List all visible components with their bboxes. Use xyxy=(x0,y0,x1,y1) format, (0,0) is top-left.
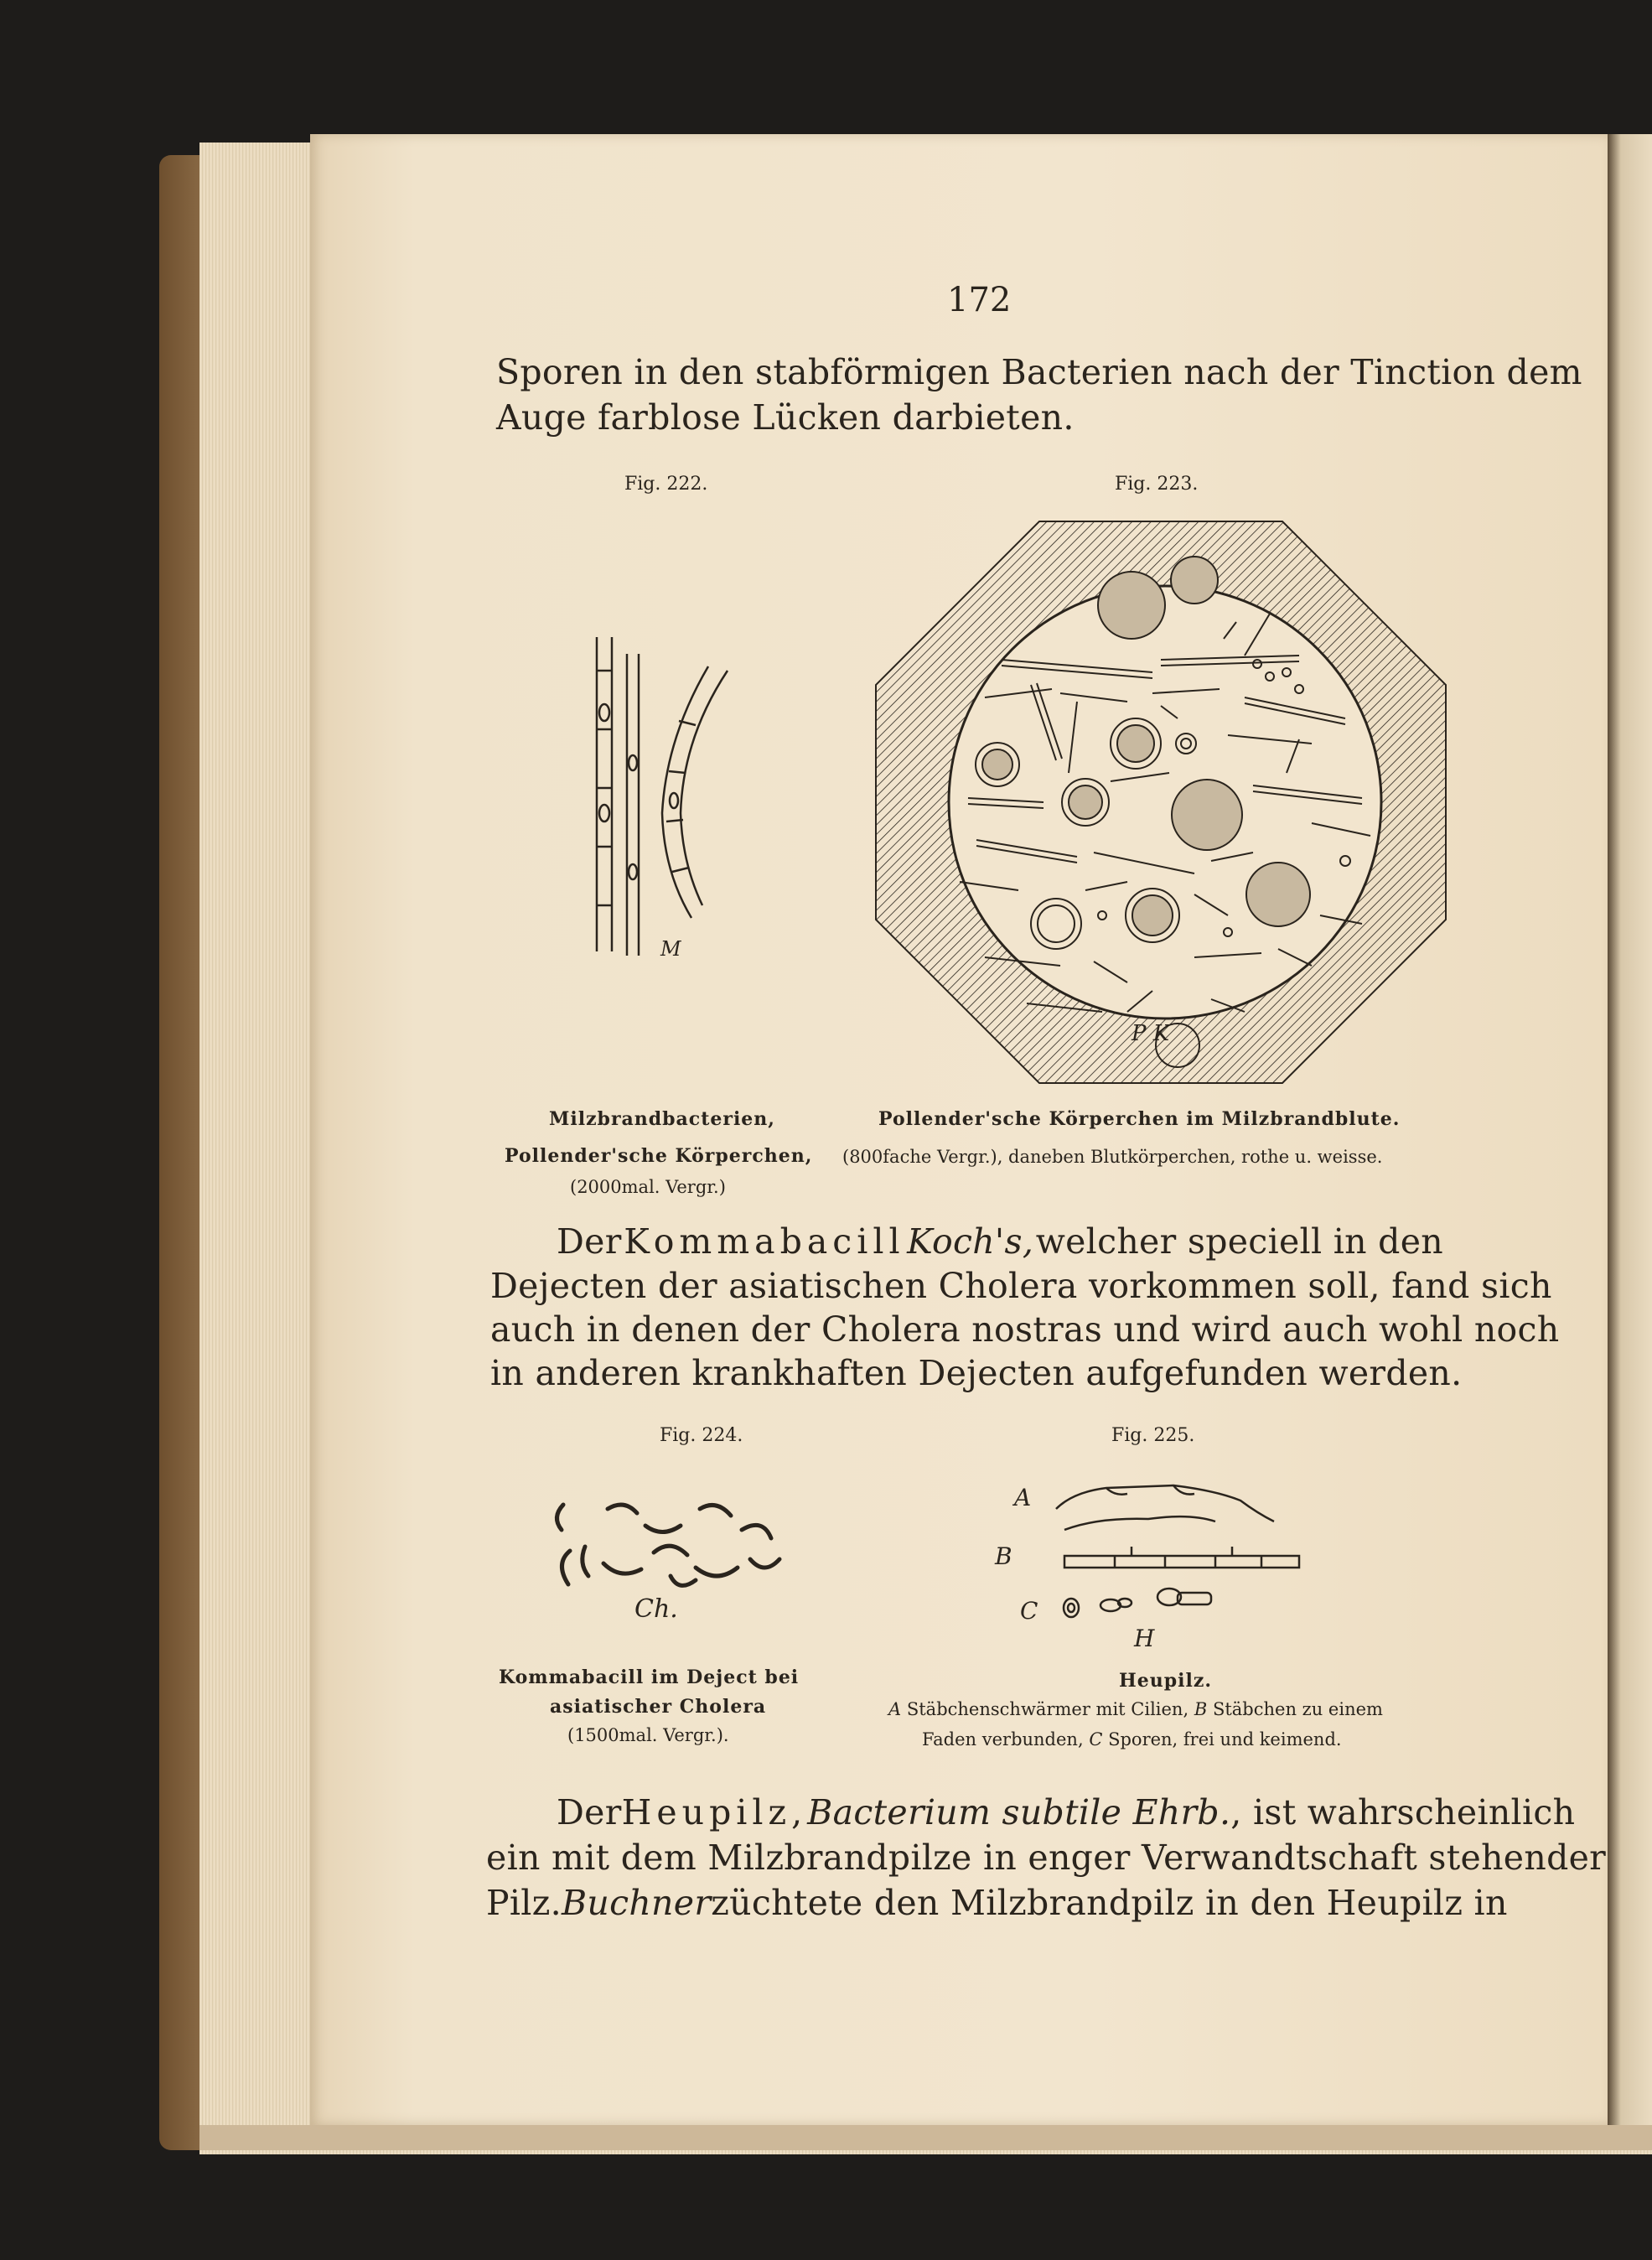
fig-225-caption-a: A xyxy=(888,1699,902,1719)
fig-222-caption-line-2: Pollender'sche Körperchen, xyxy=(505,1145,813,1167)
paragraph-3-spaced-term: Heupilz, xyxy=(621,1792,808,1832)
fig-224-illustration xyxy=(545,1492,796,1601)
fig-225-caption-text-2: Stäbchen zu einem xyxy=(1212,1699,1383,1719)
fig-225-caption-text-1: Stäbchenschwärmer mit Cilien, xyxy=(906,1699,1189,1719)
paragraph-2-author: Koch's, xyxy=(907,1221,1034,1262)
paragraph-3-line-3 xyxy=(486,1883,1508,1923)
fig-225-caption-line-2 xyxy=(888,1699,1383,1719)
fig-224-label-ch: Ch. xyxy=(634,1594,678,1624)
paragraph-3-line-1-end: , ist wahrscheinlich xyxy=(1230,1792,1576,1832)
fig-225-illustration xyxy=(1048,1475,1316,1635)
fig-224-caption-line-1: Kommabacill im Deject bei xyxy=(499,1666,800,1688)
fig-225-label-a: A xyxy=(1014,1484,1032,1511)
facing-page-edge xyxy=(1608,134,1652,2125)
paragraph-1-line-1: Sporen in den stabförmigen Bacterien nach der Tinction dem xyxy=(496,352,1582,392)
fig-222-label-m: M xyxy=(660,937,681,961)
paragraph-3-author: Buchner xyxy=(561,1883,712,1923)
fig-224-caption-line-2: asiatischer Cholera xyxy=(550,1696,767,1718)
paragraph-1-line-2: Auge farblose Lücken darbieten. xyxy=(496,397,1075,438)
fig-223-illustration xyxy=(876,521,1446,1083)
paragraph-3-line-3-start: Pilz. xyxy=(486,1883,562,1923)
fig-222-caption-line-3: (2000mal. Vergr.) xyxy=(570,1177,726,1197)
fig-225-caption-c: C xyxy=(1089,1729,1103,1749)
fig-225-caption-b: B xyxy=(1194,1699,1208,1719)
paragraph-2-line-3: auch in denen der Cholera nostras und wird auch wohl noch xyxy=(490,1309,1560,1350)
paragraph-3-line-3-end: züchtete den Milzbrandpilz in den Heupilz in xyxy=(711,1883,1508,1923)
paragraph-3-line-1 xyxy=(496,1792,1576,1832)
fig-223-number: Fig. 223. xyxy=(1115,474,1199,495)
fig-224-caption-line-3: (1500mal. Vergr.). xyxy=(567,1725,729,1745)
paragraph-2-line-1-end: welcher speciell in den xyxy=(1035,1221,1443,1262)
paragraph-2-line-2: Dejecten der asiatischen Cholera vorkommen soll, fand sich xyxy=(490,1266,1552,1306)
paragraph-3-line-1-start: Der xyxy=(557,1792,622,1832)
page-bottom-edge xyxy=(199,2125,1652,2150)
page-number: 172 xyxy=(947,281,1012,319)
paragraph-2-line-4: in anderen krankhaften Dejecten aufgefunden werden. xyxy=(490,1353,1463,1393)
paragraph-2-line-1-start: Der xyxy=(557,1221,622,1262)
fig-225-label-b: B xyxy=(995,1542,1012,1570)
paragraph-2-line-1 xyxy=(496,1221,1443,1262)
paragraph-3-latin-name: Bacterium subtile Ehrb. xyxy=(807,1792,1231,1832)
paragraph-3-line-2: ein mit dem Milzbrandpilze in enger Verwandtschaft stehender xyxy=(486,1838,1607,1878)
fig-222-illustration xyxy=(587,620,738,956)
fig-225-caption-line-1: Heupilz. xyxy=(1119,1670,1213,1692)
fig-223-caption-line-1: Pollender'sche Körperchen im Milzbrandblute. xyxy=(878,1108,1401,1130)
fig-225-caption-line-3 xyxy=(922,1729,1342,1749)
fig-223-label-pk: P K xyxy=(1132,1021,1170,1046)
fig-225-number: Fig. 225. xyxy=(1111,1425,1195,1446)
fig-222-number: Fig. 222. xyxy=(624,474,708,495)
fig-225-label-h: H xyxy=(1134,1625,1155,1652)
fig-225-label-c: C xyxy=(1020,1597,1038,1625)
fig-223-caption-line-2: (800fache Vergr.), daneben Blutkörperchen, rothe u. weisse. xyxy=(842,1147,1383,1167)
fig-225-caption-text-3: Faden verbunden, xyxy=(922,1729,1084,1749)
fig-224-number: Fig. 224. xyxy=(660,1425,743,1446)
paragraph-2-spaced-term: Kommabacill xyxy=(624,1221,905,1262)
fig-225-caption-text-4: Sporen, frei und keimend. xyxy=(1108,1729,1342,1749)
fig-222-caption-line-1: Milzbrandbacterien, xyxy=(549,1108,775,1130)
